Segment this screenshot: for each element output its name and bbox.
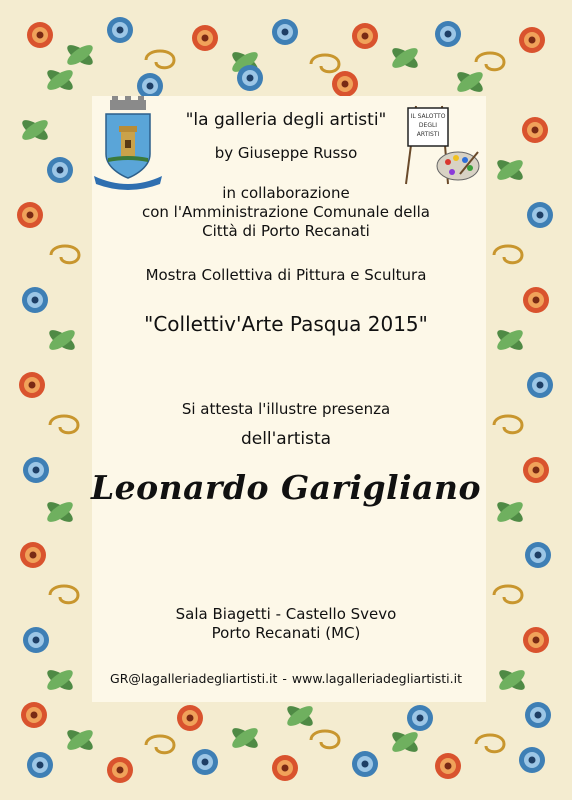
attestation-text: Si attesta l'illustre presenza xyxy=(181,400,391,418)
venue-line-1: Sala Biagetti - Castello Svevo xyxy=(175,605,397,623)
easel-sign-line3: ARTISTI xyxy=(416,131,440,138)
gallery-author: by Giuseppe Russo xyxy=(214,144,358,162)
email-address: GR@lagalleriadegliartisti.it xyxy=(110,671,278,686)
exhibition-title: "Collettiv'Arte Pasqua 2015" xyxy=(144,312,428,336)
exhibition-type: Mostra Collettiva di Pittura e Scultura xyxy=(145,266,427,284)
website-address: www.lagalleriadegliartisti.it xyxy=(291,671,462,686)
artist-label: dell'artista xyxy=(240,429,332,449)
easel-sign-line1: IL SALOTTO xyxy=(410,113,446,120)
artist-name: Leonardo Garigliano xyxy=(90,468,482,507)
contact-line xyxy=(0,671,572,686)
easel-sign-line2: DEGLI xyxy=(418,122,438,129)
collaboration-line-1: in collaborazione xyxy=(222,184,350,202)
collaboration-line-3: Città di Porto Recanati xyxy=(202,222,370,240)
collaboration-line-2: con l'Amministrazione Comunale della xyxy=(141,203,430,221)
venue-line-2: Porto Recanati (MC) xyxy=(211,624,361,642)
gallery-name: "la galleria degli artisti" xyxy=(185,110,387,130)
contact-separator: - xyxy=(282,671,287,686)
